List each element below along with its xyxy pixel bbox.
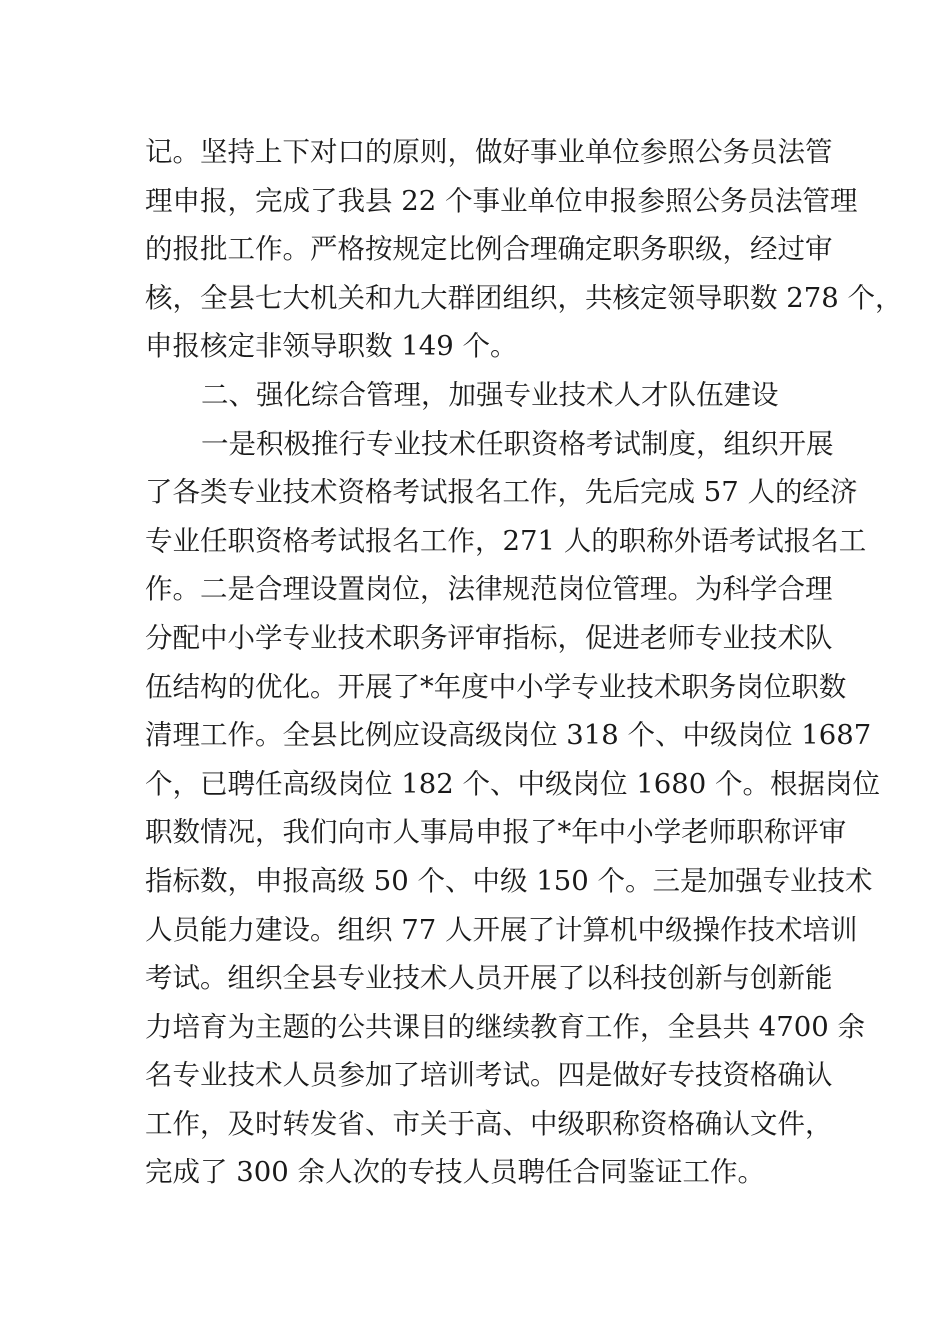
text-line: 指标数，申报高级 50 个、中级 150 个。三是加强专业技术 [145,864,873,897]
text-line: 记。坚持上下对口的原则，做好事业单位参照公务员法管 [145,136,833,168]
text-line: 理申报，完成了我县 22 个事业单位申报参照公务员法管理 [145,184,858,217]
text-line: 工作，及时转发省、市关于高、中级职称资格确认文件， [145,1107,833,1140]
text-line: 力培育为主题的公共课目的继续教育工作，全县共 4700 余 [145,1010,865,1043]
text-line: 人员能力建设。组织 77 人开展了计算机中级操作技术培训 [145,913,858,946]
body-text [145,128,903,1197]
text-line: 伍结构的优化。开展了*年度中小学专业技术职务岗位职数 [145,670,847,703]
text-line: 名专业技术人员参加了培训考试。四是做好专技资格确认 [145,1059,833,1092]
text-line: 了各类专业技术资格考试报名工作，先后完成 57 人的经济 [145,476,858,509]
text-line: 核，全县七大机关和九大群团组织，共核定领导职数 278 个， [145,281,903,314]
text-line: 申报核定非领导职数 149 个。 [145,330,518,363]
text-line: 的报批工作。严格按规定比例合理确定职务职级，经过审 [145,233,833,266]
text-line: 清理工作。全县比例应设高级岗位 318 个、中级岗位 1687 [145,719,872,752]
text-line: 个，已聘任高级岗位 182 个、中级岗位 1680 个。根据岗位 [145,767,880,800]
section-heading: 二、强化综合管理，加强专业技术人才队伍建设 [201,378,779,411]
paragraph-first-line: 一是积极推行专业技术任职资格考试制度，组织开展 [201,427,834,460]
text-line: 分配中小学专业技术职务评审指标，促进老师专业技术队 [145,621,833,654]
text-line: 专业任职资格考试报名工作，271 人的职称外语考试报名工 [145,524,867,557]
text-line: 考试。组织全县专业技术人员开展了以科技创新与创新能 [145,962,833,995]
text-line: 作。二是合理设置岗位，法律规范岗位管理。为科学合理 [145,573,833,606]
text-line: 职数情况，我们向市人事局申报了*年中小学老师职称评审 [145,816,847,849]
text-line: 完成了 300 余人次的专技人员聘任合同鉴证工作。 [145,1156,765,1189]
